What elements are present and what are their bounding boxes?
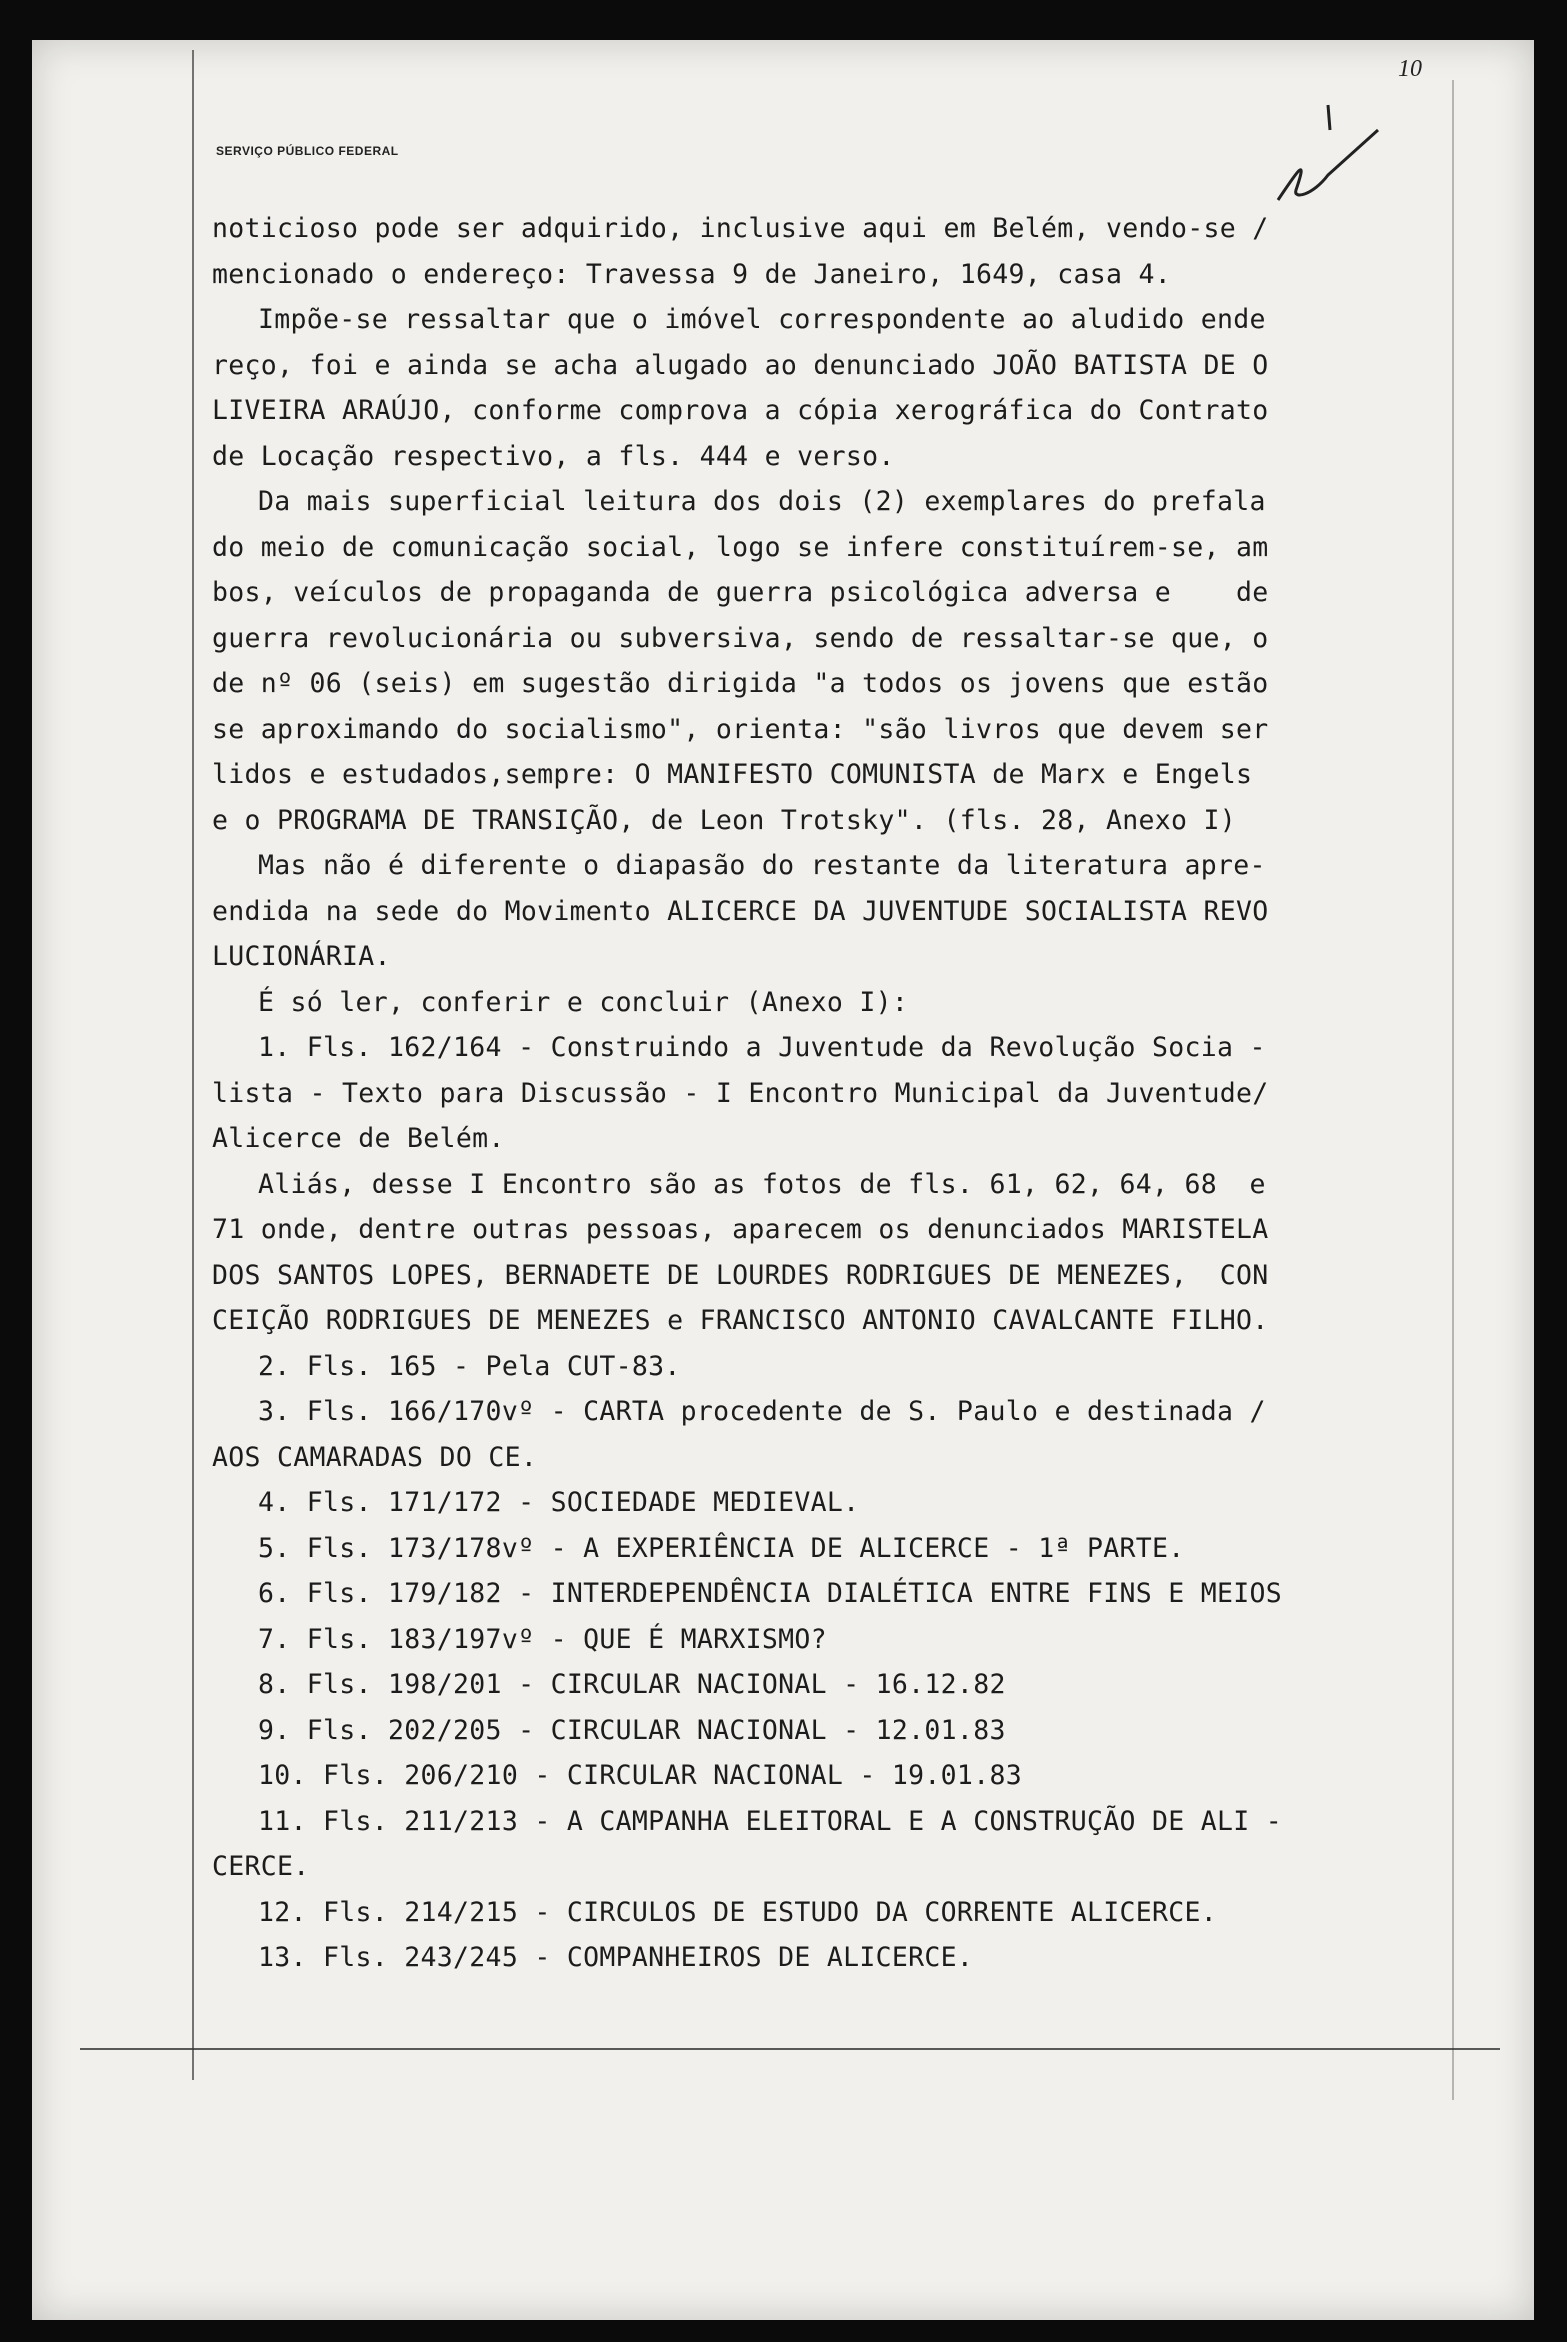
text-line: Alicerce de Belém. xyxy=(212,1123,505,1154)
text-line: se aproximando do socialismo", orienta: "são livros que devem ser xyxy=(212,713,1269,745)
text-line: 6. Fls. 179/182 - INTERDEPENDÊNCIA DIALÉTICA ENTRE FINS E MEIOS xyxy=(258,1578,1283,1609)
text-line: 2. Fls. 165 - Pela CUT-83. xyxy=(258,1350,681,1382)
text-line: bos, veículos de propaganda de guerra psicológica adversa e de xyxy=(212,577,1269,608)
text-line: LIVEIRA ARAÚJO, conforme comprova a cópia xerográfica do Contrato xyxy=(212,395,1269,426)
text-line: 3. Fls. 166/170vº - CARTA procedente de S. Paulo e destinada / xyxy=(258,1396,1266,1427)
text-line: 12. Fls. 214/215 - CIRCULOS DE ESTUDO DA CORRENTE ALICERCE. xyxy=(258,1896,1218,1928)
text-line: 5. Fls. 173/178vº - A EXPERIÊNCIA DE ALICERCE - 1ª PARTE. xyxy=(258,1532,1185,1564)
text-line: 8. Fls. 198/201 - CIRCULAR NACIONAL - 16.12.82 xyxy=(258,1669,1006,1700)
text-line: 11. Fls. 211/213 - A CAMPANHA ELEITORAL E A CONSTRUÇÃO DE ALI - xyxy=(258,1805,1283,1837)
text-line: 4. Fls. 171/172 - SOCIEDADE MEDIEVAL. xyxy=(258,1487,860,1518)
text-line: de nº 06 (seis) em sugestão dirigida "a todos os jovens que estão xyxy=(212,668,1269,699)
page-number: 10 xyxy=(1398,56,1422,82)
text-line: lista - Texto para Discussão - I Encontro Municipal da Juventude/ xyxy=(212,1077,1269,1109)
text-line: mencionado o endereço: Travessa 9 de Janeiro, 1649, casa 4. xyxy=(212,258,1172,290)
text-line: É só ler, conferir e concluir (Anexo I): xyxy=(258,986,909,1018)
text-line: Impõe-se ressaltar que o imóvel correspondente ao aludido ende xyxy=(258,304,1266,335)
text-line: lidos e estudados,sempre: O MANIFESTO COMUNISTA de Marx e Engels xyxy=(212,759,1253,790)
text-line: 71 onde, dentre outras pessoas, aparecem os denunciados MARISTELA xyxy=(212,1214,1269,1245)
text-line: 1. Fls. 162/164 - Construindo a Juventude da Revolução Socia - xyxy=(258,1032,1266,1063)
text-line: LUCIONÁRIA. xyxy=(212,941,391,972)
text-line: Da mais superficial leitura dos dois (2) exemplares do prefala xyxy=(258,486,1266,517)
agency-header: SERVIÇO PÚBLICO FEDERAL xyxy=(216,144,399,158)
text-line: endida na sede do Movimento ALICERCE DA JUVENTUDE SOCIALISTA REVO xyxy=(212,895,1269,927)
text-line: de Locação respectivo, a fls. 444 e verso. xyxy=(212,440,895,472)
text-line: 10. Fls. 206/210 - CIRCULAR NACIONAL - 19.01.83 xyxy=(258,1760,1022,1791)
text-line: DOS SANTOS LOPES, BERNADETE DE LOURDES RODRIGUES DE MENEZES, CON xyxy=(212,1259,1269,1291)
left-margin-rule xyxy=(192,50,194,2080)
text-line: noticioso pode ser adquirido, inclusive aqui em Belém, vendo-se / xyxy=(212,213,1269,244)
text-line: CEIÇÃO RODRIGUES DE MENEZES e FRANCISCO ANTONIO CAVALCANTE FILHO. xyxy=(212,1305,1269,1336)
text-line: AOS CAMARADAS DO CE. xyxy=(212,1441,538,1473)
text-line: 13. Fls. 243/245 - COMPANHEIROS DE ALICERCE. xyxy=(258,1942,974,1973)
text-line: CERCE. xyxy=(212,1851,310,1882)
text-line: reço, foi e ainda se acha alugado ao denunciado JOÃO BATISTA DE O xyxy=(212,349,1269,381)
text-line: e o PROGRAMA DE TRANSIÇÃO, de Leon Trotsky". (fls. 28, Anexo I) xyxy=(212,804,1237,836)
handwritten-initials xyxy=(1268,100,1388,220)
text-line: Mas não é diferente o diapasão do restante da literatura apre- xyxy=(258,850,1266,881)
text-line: do meio de comunicação social, logo se infere constituírem-se, am xyxy=(212,531,1269,563)
text-line: 9. Fls. 202/205 - CIRCULAR NACIONAL - 12.01.83 xyxy=(258,1714,1006,1746)
text-line: 7. Fls. 183/197vº - QUE É MARXISMO? xyxy=(258,1623,827,1655)
text-line: guerra revolucionária ou subversiva, sendo de ressaltar-se que, o xyxy=(212,622,1269,654)
bottom-rule xyxy=(80,2048,1500,2050)
document-body xyxy=(212,206,1442,1981)
right-margin-rule xyxy=(1452,80,1454,2100)
text-line: Aliás, desse I Encontro são as fotos de fls. 61, 62, 64, 68 e xyxy=(258,1168,1266,1200)
